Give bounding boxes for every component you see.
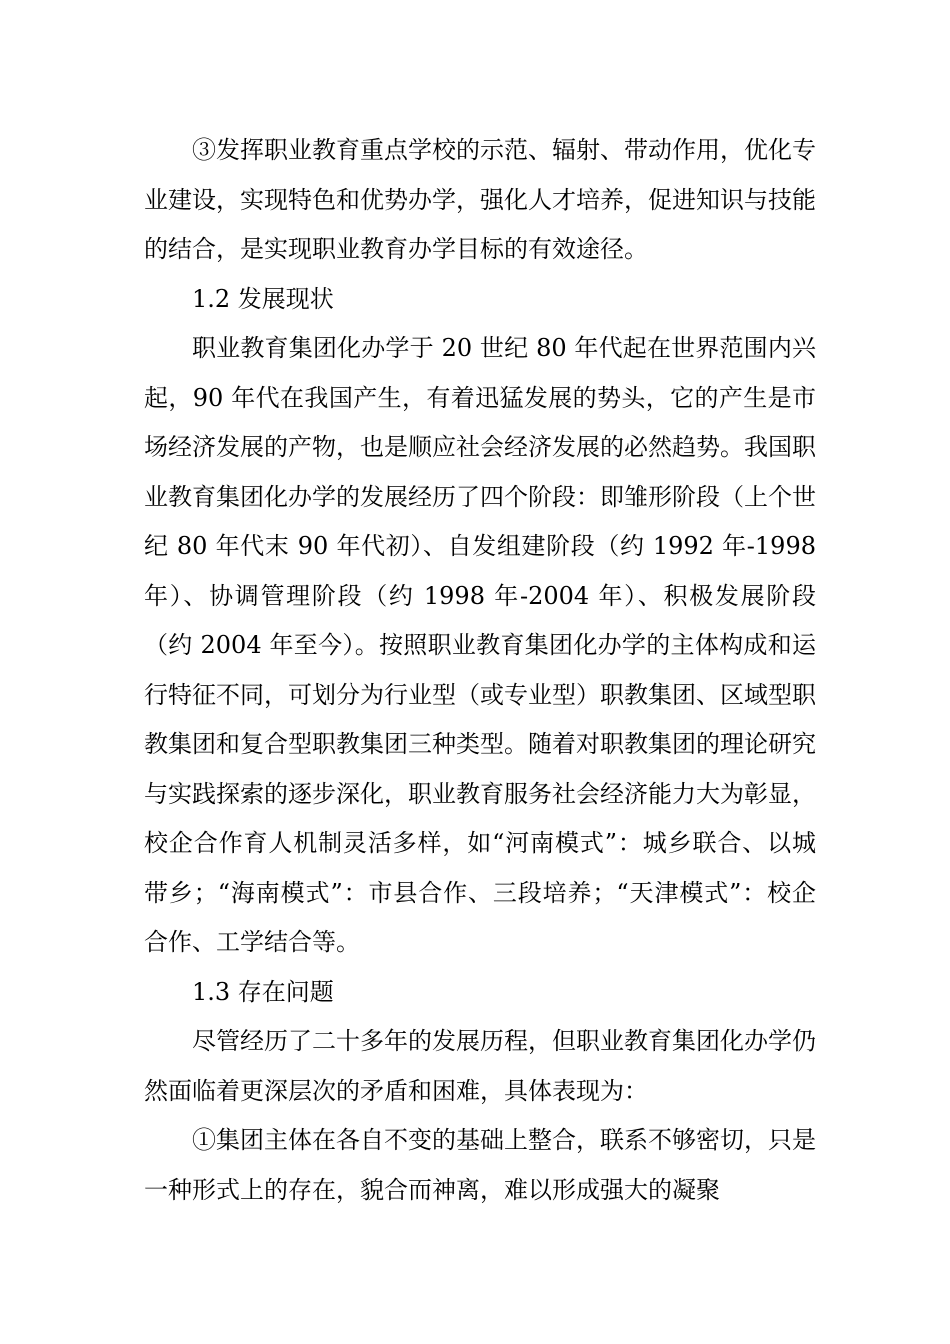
document-body [144,126,816,1215]
section-heading-existing-problems: 1.3 存在问题 [192,977,334,1006]
paragraph-problems-intro: 尽管经历了二十多年的发展历程，但职业教育集团化办学仍然面临着更深层次的矛盾和困难，具体表现为： [144,1027,816,1105]
paragraph-problem-one: ①集团主体在各自不变的基础上整合，联系不够密切，只是一种形式上的存在，貌合而神离，难以形成强大的凝聚 [144,1126,816,1204]
paragraph-development-history: 职业教育集团化办学于 20 世纪 80 年代起在世界范围内兴起，90 年代在我国产生，有着迅猛发展的势头，它的产生是市场经济发展的产物，也是顺应社会经济发展的必然趋势。我国职业教育集团化办学的发展经历了四个阶段：即雏形阶段（上个世纪 80 年代末 90 年代初）、自发组建阶段（约 1992 年-1998 年）、协调管理阶段（约 1998 年-2004 年）、积极发展阶段（约 2004 年至今）。按照职业教育集团化办学的主体构成和运行特征不同，可划分为行业型（或专业型）职教集团、区域型职教集团和复合型职教集团三种类型。随着对职教集团的理论研究与实践探索的逐步深化，职业教育服务社会经济能力大为彰显，校企合作育人机制灵活多样，如“河南模式”：城乡联合、以城带乡；“海南模式”：市县合作、三段培养；“天津模式”：校企合作、工学结合等。 [144,334,816,956]
paragraph-demonstration-role: ③发挥职业教育重点学校的示范、辐射、带动作用，优化专业建设，实现特色和优势办学，强化人才培养，促进知识与技能的结合，是实现职业教育办学目标的有效途径。 [144,136,816,263]
section-heading-development-status: 1.2 发展现状 [192,284,334,313]
